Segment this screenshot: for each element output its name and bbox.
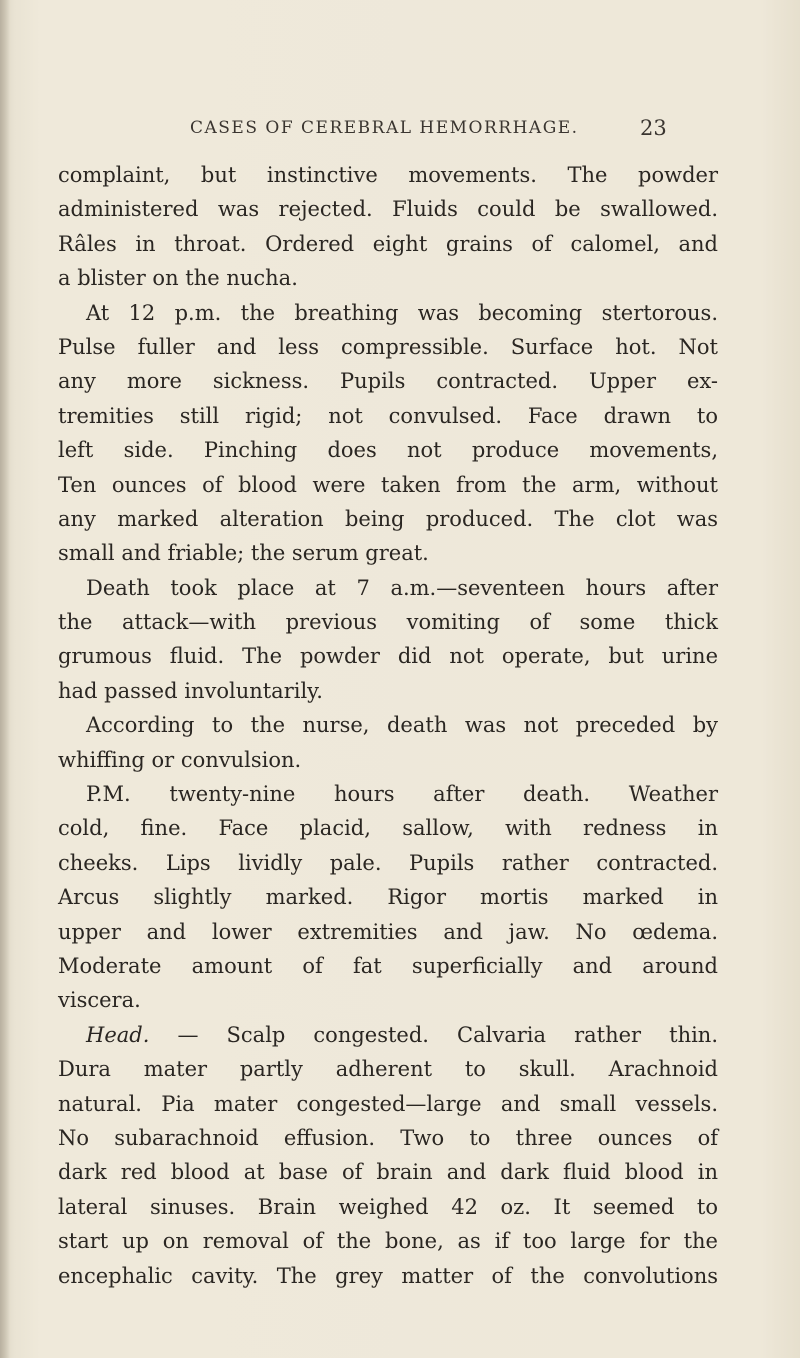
line-text: According to the nurse, death was not preceded by	[86, 713, 718, 738]
text-line	[58, 743, 718, 777]
text-line	[58, 949, 718, 983]
line-text: start up on removal of the bone, as if too large for the	[58, 1229, 718, 1254]
text-line	[58, 915, 718, 949]
text-line	[58, 158, 718, 192]
line-text: cold, fine. Face placid, sallow, with redness in	[58, 816, 718, 841]
text-line	[58, 811, 718, 845]
line-text: whiffing or convulsion.	[58, 747, 302, 772]
text-line	[58, 192, 718, 226]
binding-shadow	[0, 0, 10, 1358]
text-line: Head. — Scalp congested. Calvaria rather thin.	[86, 1022, 719, 1047]
line-text: a blister on the nucha.	[58, 266, 298, 291]
running-head	[0, 118, 800, 148]
line-text: At 12 p.m. the breathing was becoming stertorous.	[86, 300, 718, 325]
running-title: CASES OF CEREBRAL HEMORRHAGE.	[190, 118, 579, 138]
line-text: Arcus slightly marked. Rigor mortis marked in	[58, 885, 718, 910]
text-line	[58, 1259, 718, 1293]
text-line	[58, 468, 718, 502]
line-text: grumous fluid. The powder did not operate, but urine	[58, 644, 718, 669]
text-line	[58, 1190, 718, 1224]
text-line	[58, 674, 718, 708]
text-line	[58, 639, 718, 673]
line-text: viscera.	[58, 988, 141, 1013]
line-text: small and friable; the serum great.	[58, 541, 429, 566]
text-line	[58, 296, 718, 330]
text-line	[58, 1087, 718, 1121]
line-text: left side. Pinching does not produce movements,	[58, 438, 718, 463]
text-line	[58, 571, 718, 605]
line-text: complaint, but instinctive movements. The powder	[58, 163, 718, 187]
text-line	[58, 1052, 718, 1086]
page-number: 23	[640, 116, 667, 140]
text-line	[58, 708, 718, 742]
text-line	[58, 330, 718, 364]
text-line	[58, 880, 718, 914]
text-line	[58, 846, 718, 880]
line-text: Ten ounces of blood were taken from the arm, without	[58, 472, 718, 497]
line-text: any more sickness. Pupils contracted. Upper ex-	[58, 369, 718, 394]
line-text: had passed involuntarily.	[58, 678, 323, 703]
text-line	[58, 502, 718, 536]
text-line	[58, 364, 718, 398]
line-text: Dura mater partly adherent to skull. Arachnoid	[58, 1057, 718, 1082]
line-text: natural. Pia mater congested—large and small vessels.	[58, 1091, 718, 1116]
text-line	[58, 983, 718, 1017]
line-text: Pulse fuller and less compressible. Surface hot. Not	[58, 334, 718, 359]
line-text: dark red blood at base of brain and dark fluid blood in	[58, 1160, 718, 1185]
line-text: encephalic cavity. The grey matter of the convolutions	[58, 1263, 718, 1288]
line-text: the attack—with previous vomiting of some thick	[58, 610, 718, 635]
line-text: lateral sinuses. Brain weighed 42 oz. It seemed to	[58, 1194, 718, 1219]
line-text: No subarachnoid effusion. Two to three ounces of	[58, 1125, 718, 1150]
body-text	[58, 158, 718, 1293]
line-text: cheeks. Lips lividly pale. Pupils rather contracted.	[58, 850, 718, 875]
text-line	[58, 777, 718, 811]
line-text: tremities still rigid; not convulsed. Face drawn to	[58, 403, 718, 428]
line-text: Moderate amount of fat superficially and around	[58, 953, 718, 978]
text-line	[58, 1121, 718, 1155]
line-text: Death took place at 7 a.m.—seventeen hours after	[86, 575, 718, 600]
line-text: upper and lower extremities and jaw. No œdema.	[58, 919, 718, 944]
line-text: Râles in throat. Ordered eight grains of calomel, and	[58, 231, 718, 256]
line-text: P.M. twenty-nine hours after death. Weather	[86, 782, 718, 807]
text-line	[58, 1155, 718, 1189]
text-line	[58, 605, 718, 639]
text-line	[58, 227, 718, 261]
text-line	[58, 1224, 718, 1258]
text-line	[58, 261, 718, 295]
line-text: administered was rejected. Fluids could be swallowed.	[58, 197, 718, 222]
line-text: any marked alteration being produced. The clot was	[58, 506, 718, 531]
text-line	[58, 399, 718, 433]
section-heading: Head.	[86, 1022, 150, 1047]
line-text: Scalp congested. Calvaria rather thin.	[226, 1022, 719, 1047]
text-line	[58, 536, 718, 570]
text-line	[58, 433, 718, 467]
